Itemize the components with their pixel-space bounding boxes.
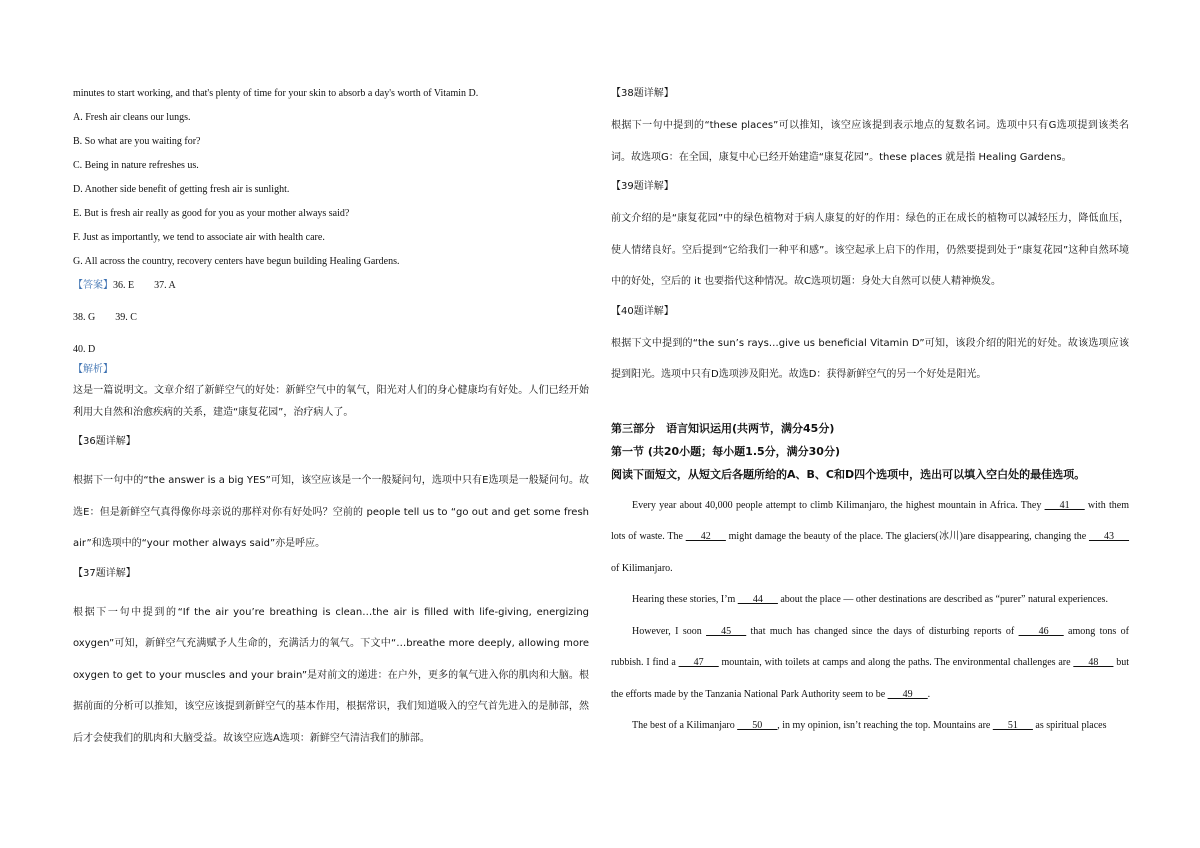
option-f: F. Just as importantly, we tend to associate air with health care. bbox=[73, 232, 325, 243]
answer-tag: 【答案】 bbox=[73, 280, 113, 291]
q36-title: 【36题详解】 bbox=[73, 436, 136, 447]
q39-title: 【39题详解】 bbox=[611, 181, 674, 192]
q38-title: 【38题详解】 bbox=[611, 88, 674, 99]
option-g: G. All across the country, recovery centers have begun building Healing Gardens. bbox=[73, 256, 400, 267]
blank-42: ___42___ bbox=[685, 531, 726, 542]
passage-paragraph-2: Hearing these stories, I’m ___44___ about the place — other destinations are described as “purer” natural experiences. bbox=[632, 594, 1108, 605]
q40-title: 【40题详解】 bbox=[611, 305, 674, 317]
option-e: E. But is fresh air really as good for you as your mother always said? bbox=[73, 208, 350, 219]
blank-50: ___50___ bbox=[737, 720, 778, 731]
analysis-tag: 【解析】 bbox=[73, 364, 113, 375]
blank-47: ___47___ bbox=[678, 657, 719, 668]
blank-41: ___41___ bbox=[1044, 499, 1085, 511]
q37-title: 【37题详解】 bbox=[73, 567, 136, 579]
option-a: A. Fresh air cleans our lungs. bbox=[73, 112, 191, 123]
answer-38: 38. G bbox=[73, 312, 96, 323]
left-column bbox=[73, 86, 589, 754]
answer-39: 39. C bbox=[115, 312, 137, 323]
answer-line-3 bbox=[73, 342, 589, 358]
blank-51: ___51___ bbox=[992, 720, 1033, 731]
passage-paragraph-4: The best of a Kilimanjaro ___50___, in my opinion, isn’t reaching the top. Mountains are ___51___ as spiritual places bbox=[632, 720, 1107, 731]
blank-44: ___44___ bbox=[737, 594, 778, 605]
option-c: C. Being in nature refreshes us. bbox=[73, 160, 199, 171]
passage-paragraph-1: Every year about 40,000 people attempt to climb Kilimanjaro, the highest mountain in Africa. They ___41___ with them lots of waste. The ___42___ might damage the beauty of the place. The glaciers(冰川)are disappearing, changing the ___43___ of Kilimanjaro. bbox=[611, 499, 1130, 574]
answer-line-1 bbox=[73, 278, 589, 294]
option-d: D. Another side benefit of getting fresh air is sunlight. bbox=[73, 184, 290, 195]
blank-43: ___43___ bbox=[1089, 531, 1130, 542]
blank-46: ____46___ bbox=[1018, 625, 1064, 637]
q38-text: 根据下一句中提到的“these places”可以推知，该空应该提到表示地点的复数名词。选项中只有G选项提到该类名词。故选项G：在全国，康复中心已经开始建造“康复花园”。these places 就是指 Healing Gardens。 bbox=[611, 120, 1129, 163]
passage-paragraph-3: However, I soon ___45___ that much has changed since the days of disturbing reports of ____46___ among tons of rubbish. I find a ___47___ mountain, with toilets at camps and along the paths. The environmental challenges are ___48___ but the efforts made by the Tanzania National Park Authority seem to be ___49___. bbox=[611, 625, 1130, 700]
answer-36: 36. E bbox=[113, 280, 135, 291]
q40-text: 根据下文中提到的“the sun’s rays…give us beneficial Vitamin D”可知，该段介绍的阳光的好处。故该选项应该提到阳光。选项中只有D选项涉及阳光。故选D：获得新鲜空气的另一个好处是阳光。 bbox=[611, 337, 1129, 380]
intro-line: minutes to start working, and that's plenty of time for your skin to absorb a day's worth of Vitamin D. bbox=[73, 88, 479, 99]
q39-text: 前文介绍的是“康复花园”中的绿色植物对于病人康复的好的作用：绿色的正在成长的植物可以减轻压力，降低血压，使人情绪良好。空后提到“它给我们一种平和感”。该空起承上启下的作用，仍然要提到处于“康复花园”这种自然环境中的好处，空后的 it 也要指代这种情况。故C选项切题：身处大自然可以使人精神焕发。 bbox=[611, 213, 1129, 287]
right-column bbox=[611, 86, 1129, 742]
answer-37: 37. A bbox=[154, 280, 176, 291]
blank-49: ___49___ bbox=[887, 688, 928, 700]
blank-45: ___45___ bbox=[706, 625, 747, 637]
q37-text: 根据下一句中提到的“If the air you’re breathing is clean…the air is filled with life-giving, energizing oxygen”可知，新鲜空气充满赋予人生命的，充满活力的氧气。下文中“…breathe more deeply, allowing more oxygen to get to your muscles and your brain”是对前文的递进：在户外，更多的氧气进入你的肌肉和大脑。根据前面的分析可以推知，该空应该提到新鲜空气的基本作用，根据常识，我们知道吸入的空气首先进入的是肺部，然后才会使我们的肌肉和大脑受益。故该空应选A选项：新鲜空气清洁我们的肺部。 bbox=[73, 606, 589, 744]
part3-title: 第三部分 语言知识运用(共两节，满分45分) bbox=[611, 421, 835, 435]
answer-line-2 bbox=[73, 310, 589, 326]
section1-title: 第一节 (共20小题；每小题1.5分，满分30分) bbox=[611, 444, 840, 458]
options-list bbox=[73, 110, 589, 270]
blank-48: ___48___ bbox=[1073, 657, 1114, 668]
option-b: B. So what are you waiting for? bbox=[73, 136, 201, 147]
answer-40: 40. D bbox=[73, 344, 96, 355]
q36-text: 根据下一句中的“the answer is a big YES”可知，该空应该是一个一般疑问句，选项中只有E选项是一般疑问句。故选E：但是新鲜空气真得像你母亲说的那样对你有好处吗？空前的 people tell us to “go out and get some fresh air”和选项中的“your mother always said”亦是呼应。 bbox=[73, 475, 589, 549]
instruction: 阅读下面短文，从短文后各题所给的A、B、C和D四个选项中，选出可以填入空白处的最佳选项。 bbox=[611, 467, 1086, 481]
analysis-text: 这是一篇说明文。文章介绍了新鲜空气的好处：新鲜空气中的氧气，阳光对人们的身心健康均有好处。人们已经开始利用大自然和治愈疾病的关系，建造“康复花园”，治疗病人了。 bbox=[73, 385, 589, 418]
